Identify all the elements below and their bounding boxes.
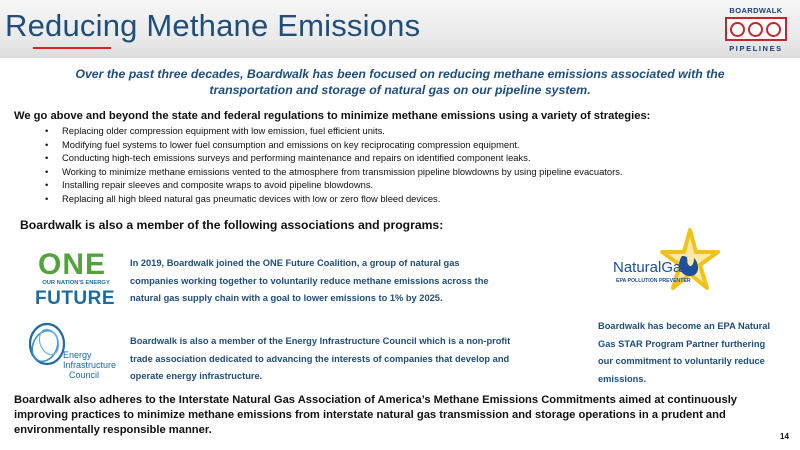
list-item-text: Installing repair sleeves and composite wraps to avoid pipeline blowdowns. — [62, 179, 374, 191]
one-logo-word: ONE — [38, 248, 107, 281]
list-item — [45, 138, 765, 152]
eic-logo-line1: Energy — [63, 350, 92, 360]
eic-swirl-icon — [25, 320, 125, 380]
associations-heading: Boardwalk is also a member of the following associations and programs: — [20, 218, 444, 232]
list-item-text: Replacing older compression equipment with low emission, fuel efficient units. — [62, 125, 385, 136]
list-item — [45, 124, 765, 138]
ngs-logo-word: NaturalGas — [613, 259, 689, 276]
boardwalk-logo — [718, 6, 794, 56]
one-logo-sub: OUR NATION'S ENERGY — [42, 280, 110, 286]
page-title: Reducing Methane Emissions — [5, 8, 421, 43]
bullet-icon: • — [45, 179, 49, 191]
one-future-logo — [34, 250, 114, 310]
page-number: 14 — [780, 432, 789, 441]
ring-icon — [748, 22, 763, 37]
intro-text: We go above and beyond the state and federal regulations to minimize methane emissions using a variety of strategies: — [14, 110, 651, 122]
natural-gas-star-description: Boardwalk has become an EPA Natural Gas STAR Program Partner furthering our commitment to voluntarily reduce emissions. — [598, 321, 771, 384]
ring-icon — [766, 22, 781, 37]
star-icon — [610, 228, 720, 303]
ngs-logo-sub: EPA POLLUTION PREVENTER — [616, 278, 691, 284]
bullet-icon: • — [45, 125, 49, 136]
list-item — [45, 192, 765, 206]
eic-logo-line3: Council — [69, 370, 100, 380]
logo-top-text: BOARDWALK — [729, 6, 783, 15]
logo-bottom-text: PIPELINES — [729, 44, 783, 53]
bullet-icon: • — [45, 138, 49, 150]
list-item — [45, 178, 765, 192]
bullet-icon: • — [45, 152, 49, 164]
logo-rings — [725, 17, 787, 41]
list-item — [45, 165, 765, 179]
list-item — [45, 151, 765, 165]
list-item-text: Conducting high-tech emissions surveys and performing maintenance and repairs on identified component leaks. — [62, 152, 531, 164]
list-item-text: Modifying fuel systems to lower fuel consumption and emissions on key reciprocating compression equipment. — [62, 138, 520, 150]
eic-logo — [25, 320, 125, 380]
natural-gas-star-logo — [610, 228, 720, 303]
ring-icon — [730, 22, 745, 37]
list-item-text: Working to minimize methane emissions vented to the atmosphere from transmission pipeline blowdowns by using pipeline evacuators. — [62, 165, 623, 177]
eic-logo-line2: Infrastructure — [63, 360, 117, 370]
bullet-icon: • — [45, 192, 49, 204]
subtitle: Over the past three decades, Boardwalk has been focused on reducing methane emissions associated with the transportation and storage of natural gas on our pipeline system. — [75, 67, 725, 97]
footer-text: Boardwalk also adheres to the Interstate Natural Gas Association of America’s Methane Emissions Commitments aimed at continuously improving practices to minimize methane emissions from interstate natural gas transmission and storage operations in a prudent and environmentally responsible manner. — [14, 394, 738, 436]
bullet-icon: • — [45, 165, 49, 177]
strategy-list — [45, 124, 765, 206]
list-item-text: Replacing all high bleed natural gas pneumatic devices with low or zero flow bleed devices. — [62, 192, 441, 204]
one-future-description: In 2019, Boardwalk joined the ONE Future Coalition, a group of natural gas companies working together to voluntarily reduce methane emissions across the natural gas supply chain with a goal to lower emissions to 1% by 2025. — [130, 258, 489, 303]
one-logo-future: FUTURE — [35, 288, 116, 309]
eic-description: Boardwalk is also a member of the Energy Infrastructure Council which is a non-profit trade association dedicated to advancing the interests of companies that develop and operate energy infrastructure. — [130, 336, 511, 381]
title-underline — [33, 47, 111, 49]
